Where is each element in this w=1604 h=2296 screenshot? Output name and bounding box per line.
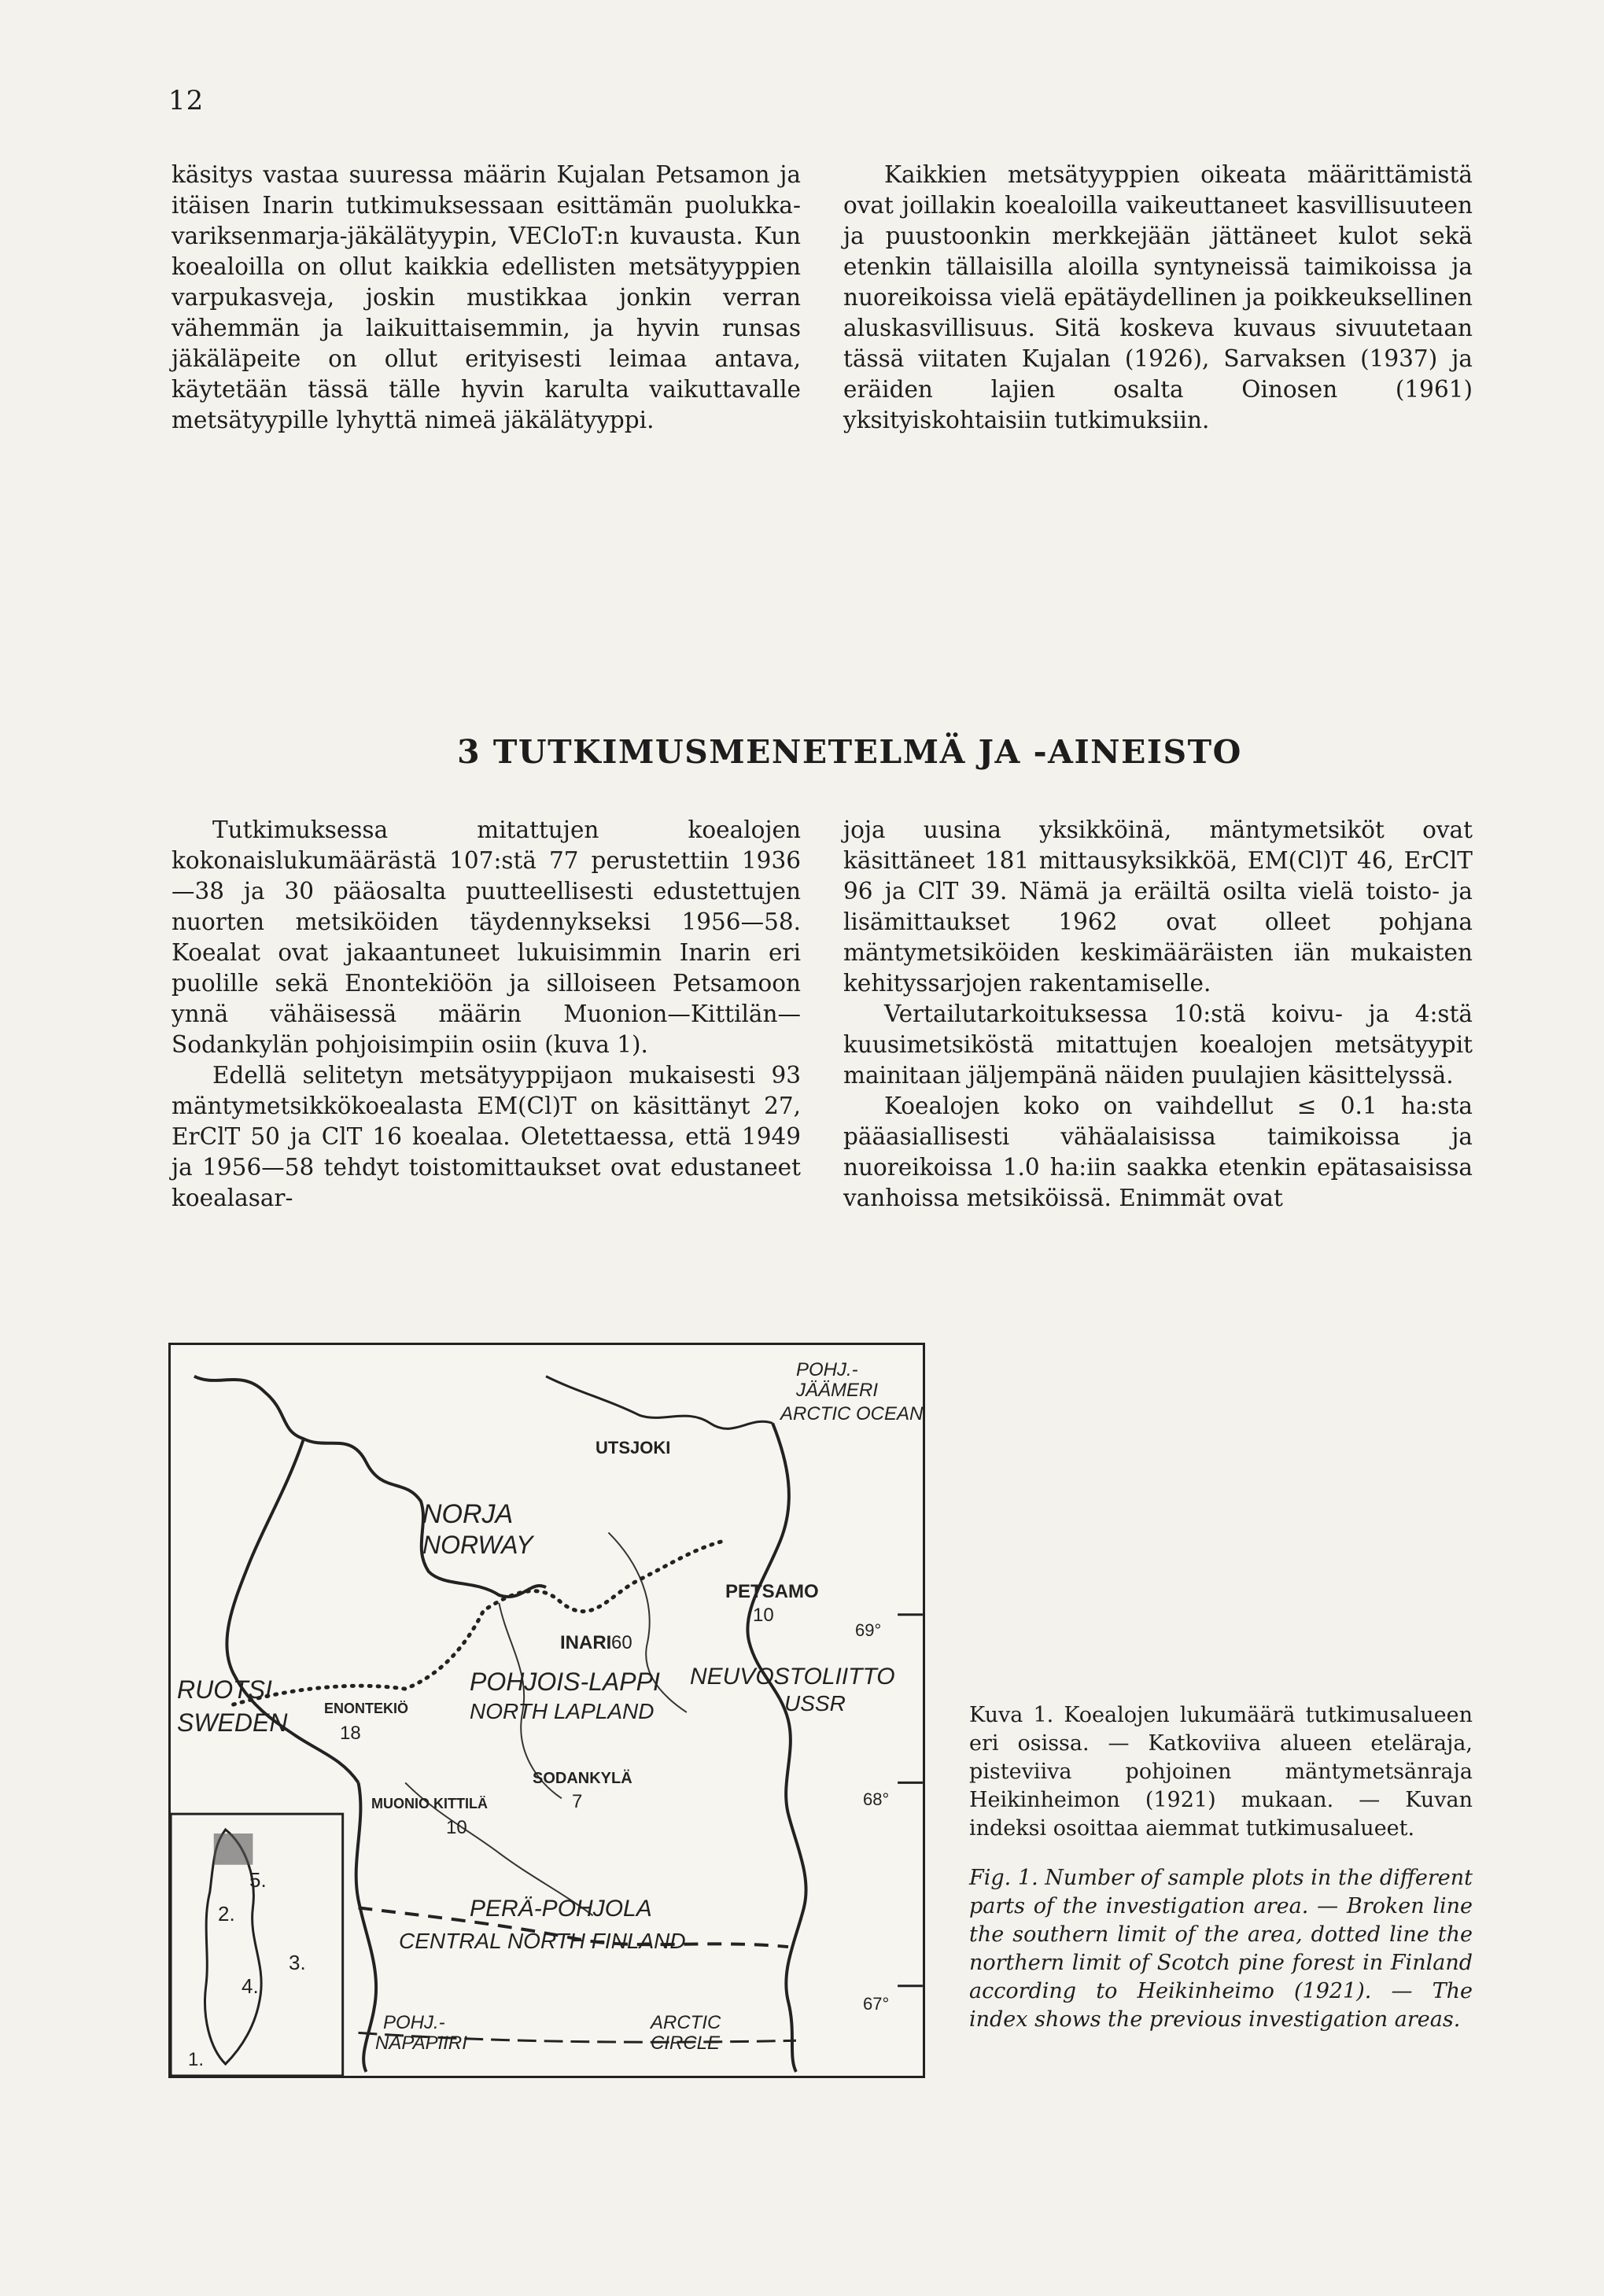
label-ruotsi: RUOTSI <box>177 1675 272 1704</box>
label-enontekio: ENONTEKIÖ <box>324 1701 409 1716</box>
label-deg67: 67° <box>863 1994 890 2014</box>
label-index-4: 4. <box>242 1974 259 1998</box>
paragraph: joja uusina yksikköinä, mäntymetsiköt ovat käsittäneet 181 mittausyksikköä, EM(Cl)T 46, ErClT 96 ja ClT 39. Nämä ja eräiltä osilta vielä toisto- ja lisämittaukset 1962 ovat olleet pohjana mäntymetsiköiden keskimääräisten iän mukaisten kehityssarjojen rakentamiselle. <box>843 816 1473 997</box>
top-right-column <box>843 160 1473 436</box>
label-arctic-ocean: ARCTIC OCEAN <box>780 1403 924 1424</box>
border-line <box>356 1782 376 2072</box>
methods-left-column <box>171 815 801 1214</box>
label-jaameri: JÄÄMERI <box>796 1380 879 1401</box>
label-inari-count: 60 <box>611 1632 632 1653</box>
label-ussr: USSR <box>784 1691 846 1716</box>
label-north-lapland: NORTH LAPLAND <box>470 1699 655 1723</box>
page-number: 12 <box>168 85 205 116</box>
paragraph: Vertailutarkoituksessa 10:stä koivu- ja 4:stä kuusimetsiköstä mitattujen koealojen metsätyypit mainitaan jäljempänä näiden puulajien käsittelyssä. <box>843 1001 1473 1089</box>
label-norja: NORJA <box>422 1499 514 1529</box>
label-inari: INARI <box>560 1632 612 1653</box>
paragraph: Tutkimuksessa mitattujen koealojen kokonaislukumäärästä 107:stä 77 perustettiin 1936—38 ja 30 pääosalta puutteellisesti edustettujen nuorten metsiköiden täydennykseksi 1956—58. Koealat ovat jakaantuneet lukuisimmin Inarin eri puolille sekä Enontekiöön ja silloiseen Petsamoon ynnä vähäisessä määrin Muonion—Kittilän—Sodankylän pohjoisimpiin osiin (kuva 1). <box>171 816 801 1058</box>
figure-caption-english <box>969 1864 1473 2034</box>
label-arctic: ARCTIC <box>651 2012 721 2033</box>
label-sodankyla: SODANKYLÄ <box>533 1770 632 1787</box>
index-map-frame <box>171 1814 343 2076</box>
label-index-5: 5. <box>249 1868 267 1892</box>
index-map-outline <box>205 1830 262 2064</box>
border-line <box>546 1376 773 1429</box>
label-sodankyla-count: 7 <box>572 1791 583 1812</box>
study-area-map <box>168 1343 925 2078</box>
section-heading: 3 TUTKIMUSMENETELMÄ JA -AINEISTO <box>457 733 1242 771</box>
top-left-column <box>171 160 801 436</box>
label-index-2: 2. <box>218 1902 235 1926</box>
label-deg68: 68° <box>863 1789 890 1809</box>
label-muonio-kittila: MUONIO KITTILÄ <box>371 1796 488 1811</box>
index-area <box>214 1833 253 1865</box>
label-petsamo: PETSAMO <box>725 1581 819 1602</box>
paragraph: käsitys vastaa suuressa määrin Kujalan Petsamon ja itäisen Inarin tutkimuksessaan esittämän puolukka-variksenmarja-jäkälätyypin, VECloT:n kuvausta. Kun koealoilla on ollut kaikkia edellisten metsätyyppien varpukasveja, joskin mustikkaa jonkin verran vähemmän ja laikuittaisemmin, ja hyvin runsas jäkäläpeite on ollut erityisesti leimaa antava, käytetään tässä tälle hyvin karulta vaikuttavalle metsätyypille lyhyttä nimeä jäkälätyyppi. <box>171 161 801 433</box>
label-norway: NORWAY <box>422 1531 533 1559</box>
paragraph: Kaikkien metsätyyppien oikeata määrittämistä ovat joillakin koealoilla vaikeuttaneet kasvillisuuteen ja puustoonkin merkkejään jättäneet kulot sekä etenkin tällaisilla aloilla syntyneissä taimikoissa ja nuoreikoissa vielä epätäydellinen ja poikkeuksellinen aluskasvillisuus. Sitä koskeva kuvaus sivuutetaan tässä viitaten Kujalan (1926), Sarvaksen (1937) ja eräiden lajien osalta Oinosen (1961) yksityiskohtaisiin tutkimuksiin. <box>843 161 1473 433</box>
caption-text: Fig. 1. Number of sample plots in the different parts of the investigation area. — Broken line the southern limit of the area, dotted line the northern limit of Scotch pine forest in Finland according to Heikinheimo (1921). — The index shows the previous investigation areas. <box>969 1866 1473 2032</box>
label-sweden: SWEDEN <box>177 1708 288 1737</box>
label-neuvostoliitto: NEUVOSTOLIITTO <box>690 1664 895 1690</box>
label-petsamo-count: 10 <box>753 1605 774 1626</box>
label-central-north-finland: CENTRAL NORTH FINLAND <box>399 1929 686 1953</box>
figure-caption-finnish <box>969 1701 1473 1843</box>
methods-right-column <box>843 815 1473 1214</box>
caption-text: Kuva 1. Koealojen lukumäärä tutkimusalueen eri osissa. — Katkoviiva alueen eteläraja, pisteviiva pohjoinen mäntymetsänraja Heikinheimon (1921) mukaan. — Kuvan indeksi osoittaa aiemmat tutkimusalueet. <box>969 1703 1473 1841</box>
label-pera-pohjola: PERÄ-POHJOLA <box>470 1896 652 1922</box>
label-index-3: 3. <box>289 1951 306 1974</box>
label-muonio-count: 10 <box>446 1817 467 1838</box>
paragraph: Edellä selitetyn metsätyyppijaon mukaisesti 93 mäntymetsikkökoealasta EM(Cl)T on käsittänyt 27, ErClT 50 ja ClT 16 koealaa. Oletettaessa, että 1949 ja 1956—58 tehdyt toistomittaukset ovat edustaneet koealasar- <box>171 1062 801 1211</box>
label-utsjoki: UTSJOKI <box>596 1438 671 1458</box>
label-enontekio-count: 18 <box>340 1723 361 1744</box>
border-line <box>194 1376 546 1597</box>
label-index-1: 1. <box>188 2049 205 2070</box>
label-napapiiri: NAPAPIIRI <box>375 2032 467 2054</box>
label-deg69: 69° <box>855 1620 882 1640</box>
label-circle: CIRCLE <box>651 2032 721 2054</box>
border-line <box>747 1423 806 2072</box>
label-pohj-napapiiri: POHJ.- <box>383 2012 445 2033</box>
label-pohjois-lappi: POHJOIS-LAPPI <box>470 1668 660 1696</box>
label-pohj-jaameri: POHJ.- <box>796 1359 858 1380</box>
paragraph: Koealojen koko on vaihdellut ≤ 0.1 ha:sta pääasiallisesti vähäalaisissa taimikoissa ja nuoreikoissa 1.0 ha:iin saakka etenkin epätasaisissa vanhoissa metsiköissä. Enimmät ovat <box>843 1093 1473 1211</box>
